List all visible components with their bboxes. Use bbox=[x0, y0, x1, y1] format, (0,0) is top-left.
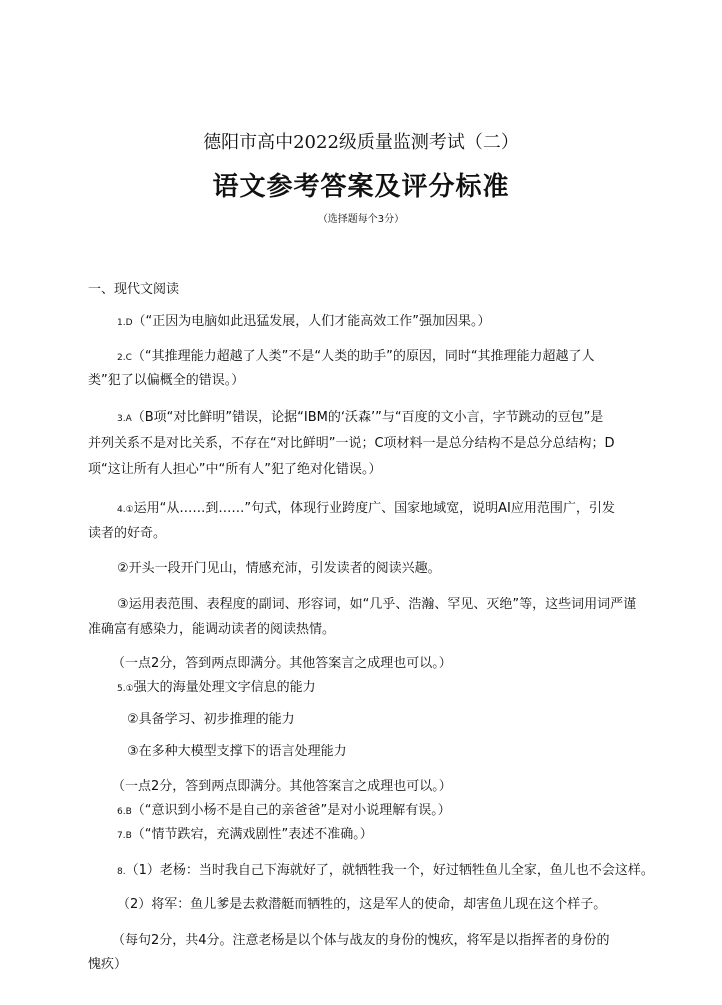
answer-text: 强大的海量处理文字信息的能力 bbox=[133, 680, 316, 695]
question-number: 4.① bbox=[117, 505, 134, 515]
answer-text: （“情节跌宕，充满戏剧性”表述不准确。） bbox=[131, 827, 373, 842]
answer-3-line-3: 项“这让所有人担心”中“所有人”犯了绝对化错误。） bbox=[88, 462, 382, 477]
answer-4-point-3-line-1: ③运用表范围、表程度的副词、形容词，如“几乎、浩瀚、罕见、灭绝”等，这些词用词严谨 bbox=[117, 597, 637, 612]
answer-8-part-2: （2）将军：鱼儿爹是去救潜艇而牺牲的，这是军人的使命，却害鱼儿现在这个样子。 bbox=[117, 897, 607, 912]
answer-4-point-3-line-2: 准确富有感染力，能调动读者的阅读热情。 bbox=[88, 622, 336, 637]
question-number: 7.B bbox=[117, 831, 132, 841]
answer-5-scoring: （一点2分，答到两点即满分。其他答案言之成理也可以。） bbox=[112, 779, 452, 794]
section-heading: 一、现代文阅读 bbox=[88, 282, 180, 297]
question-number: 8. bbox=[117, 867, 126, 877]
answer-1 bbox=[117, 310, 491, 335]
answer-4-point-2: ②开头一段开门见山，情感充沛，引发读者的阅读兴趣。 bbox=[117, 561, 441, 576]
exam-title: 德阳市高中2022级质量监测考试（二） bbox=[203, 132, 519, 153]
answer-text: （“正因为电脑如此迅猛发展，人们才能高效工作”强加因果。） bbox=[132, 314, 491, 329]
question-number: 5.① bbox=[117, 684, 134, 694]
question-number: 6.B bbox=[117, 807, 132, 817]
question-number: 1.D bbox=[117, 318, 133, 328]
answer-4-line-1 bbox=[117, 497, 615, 522]
choice-score-note: （选择题每个3分） bbox=[317, 214, 405, 225]
answer-3-line-1 bbox=[117, 406, 603, 431]
answer-5-point-1 bbox=[117, 676, 316, 701]
question-number: 3.A bbox=[117, 414, 132, 424]
answer-text: （“其推理能力超越了人类”不是“人类的助手”的原因，同时“其推理能力超越了人 bbox=[131, 349, 595, 364]
answer-text: 运用“从……到……”句式，体现行业跨度广、国家地域宽，说明AI应用范围广，引发 bbox=[133, 501, 615, 516]
answer-text: （B项“对比鲜明”错误，论据“IBM的‘沃森’”与“百度的文小言，字节跳动的豆包”是 bbox=[131, 410, 604, 425]
answer-text: （“意识到小杨不是自己的亲爸爸”是对小说理解有误。） bbox=[131, 803, 451, 818]
answer-text: （1）老杨：当时我自己下海就好了，就牺牲我一个，好过牺牲鱼儿全家，鱼儿也不会这样。 bbox=[125, 863, 654, 878]
answer-8-part-1 bbox=[117, 859, 654, 884]
answer-7 bbox=[117, 823, 373, 848]
document-title: 语文参考答案及评分标准 bbox=[212, 172, 510, 202]
answer-5-point-3: ③在多种大模型支撑下的语言处理能力 bbox=[127, 744, 347, 759]
answer-8-scoring-line-2: 愧疚） bbox=[88, 957, 128, 972]
answer-2-line-2: 类”犯了以偏概全的错误。） bbox=[88, 373, 245, 388]
answer-4-scoring: （一点2分，答到两点即满分。其他答案言之成理也可以。） bbox=[112, 656, 452, 671]
answer-5-point-2: ②具备学习、初步推理的能力 bbox=[127, 712, 295, 727]
question-number: 2.C bbox=[117, 353, 132, 363]
answer-3-line-2: 并列关系不是对比关系，不存在“对比鲜明”一说；C项材料一是总分结构不是总分总结构；D bbox=[88, 436, 615, 451]
answer-4-line-2: 读者的好奇。 bbox=[88, 526, 167, 541]
answer-2-line-1 bbox=[117, 345, 595, 370]
answer-8-scoring-line-1: （每句2分，共4分。注意老杨是以个体与战友的身份的愧疚，将军是以指挥者的身份的 bbox=[112, 933, 610, 948]
answer-6 bbox=[117, 799, 451, 824]
